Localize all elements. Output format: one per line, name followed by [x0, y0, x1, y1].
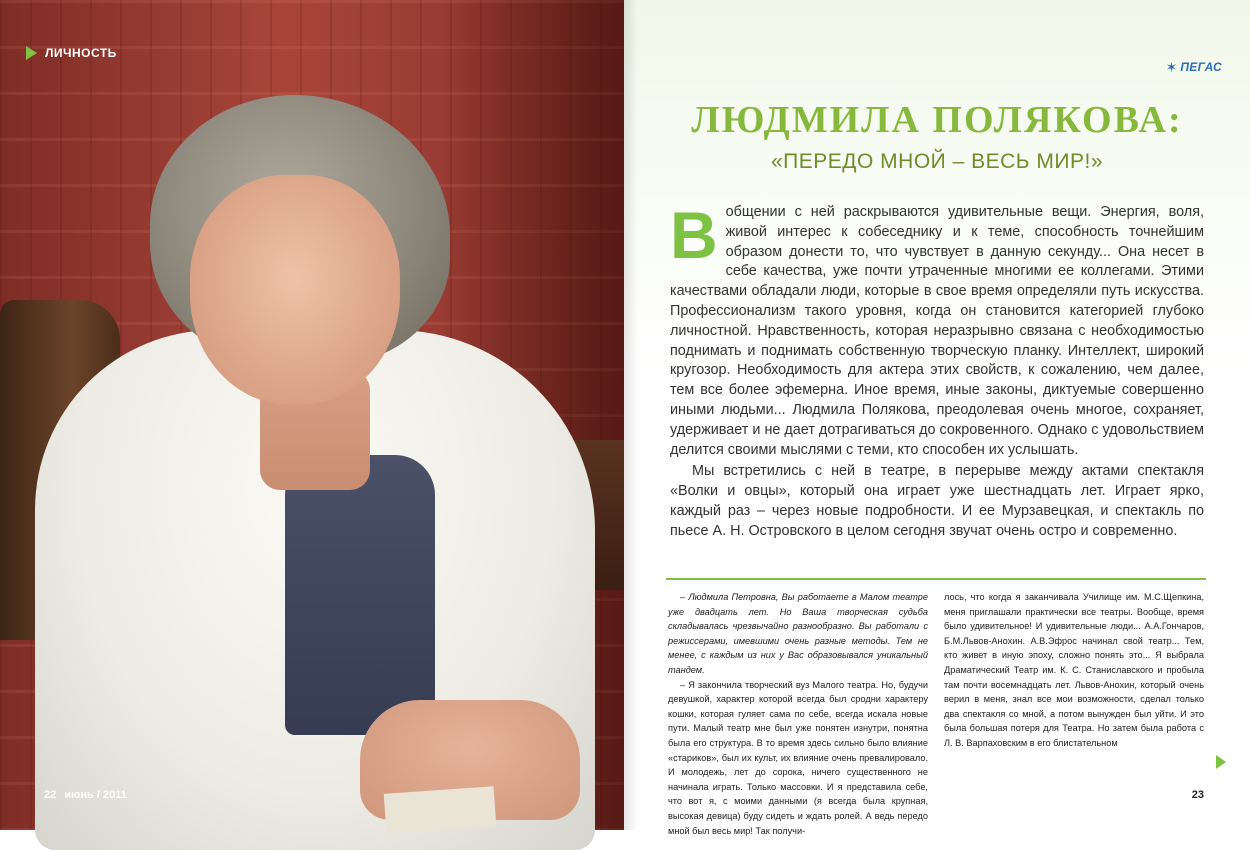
interview-continuation: лось, что когда я заканчивала Училище им. М.С.Щепкина, меня приглашали практически все театры. Вообще, время было удивительное! И удивительные люди... А.А.Гончаров, Б.М.Львов-Анохин. А.В.Эфрос начинал свой театр... Тем, кто живет в иную эпоху, сложно понять это... Я выбрала Драматический Театр им. К. С. Станиславского и пробыла там почти восемнадцать лет. Львов-Анохин, который очень верил в меня, знал все мои возможности, сделал только два спектакля со мной, а потом вынужден был уйти. И это была большая потеря для Театра. Но затем была работа с Л. В. Варпаховским в его блистательном	[944, 592, 1204, 748]
page-number-left: 22	[44, 789, 57, 801]
page-gutter	[624, 0, 638, 830]
star-icon: ✶	[1165, 59, 1178, 75]
portrait-photo	[0, 0, 624, 830]
column-left	[668, 590, 928, 838]
lead-text	[670, 198, 1204, 542]
page-number-right: 23	[1191, 789, 1204, 801]
book	[384, 786, 497, 834]
play-arrow-icon	[26, 46, 37, 60]
interview-columns	[668, 590, 1204, 838]
face	[190, 175, 400, 405]
issue-date: июнь / 2011	[64, 789, 127, 801]
section-label: ЛИЧНОСТЬ	[45, 46, 117, 60]
left-folio	[44, 789, 127, 801]
column-right	[944, 590, 1204, 838]
navy-tshirt	[285, 455, 435, 735]
drop-cap: В	[670, 198, 718, 272]
interview-answer: – Я закончила творческий вуз Малого театра. Но, будучи девушкой, характер которой всегда был сродни характеру кошки, которая гуляет сама по себе, всегда искала новые пути. Малый театр мне был уже понятен изнутри, понятна была его структура. В то время здесь сильно было влияние «стариков», был их культ, их влияние очень превалировало. И молодежь, лет до сорока, ничего существенного не начинала играть. Только массовки. И я представила себе, что вот я, с моими данными (я всегда была крупная, высокая девица) буду сидеть и ждать ролей. А ведь передо мной был весь мир! Так получи-	[668, 679, 928, 836]
article-title: ЛЮДМИЛА ПОЛЯКОВА:	[691, 99, 1183, 141]
lead-paragraph-1: общении с ней раскрываются удивительные вещи. Энергия, воля, живой интерес к собеседнику и к теме, способность точнейшим образом донести то, что чувствует в данную секунду... Она несет в себе качества, уже почти утраченные многими ее коллегами. Этими качествами обладали люди, которые в свое время определяли путь искусства. Профессионализм такого уровня, когда он становится категорией глубоко личностной. Нравственность, которая неразрывно связана с необходимостью поднимать и поднимать собственную творческую планку. Интеллект, широкий кругозор. Необходимость для актера этих свойств, к сожалению, чем далее, тем все более эфемерна. Иное время, иные законы, диктуемые совершенно иными людьми... Людмила Полякова, преодолевая очень многое, сохраняет, удерживает и не дает дотрагиваться до сокровенного. Однако с удовольствием делится своими мыслями с теми, кто способен их услышать.	[670, 204, 1204, 458]
section-divider	[666, 578, 1206, 580]
continue-arrow-icon	[1216, 755, 1226, 769]
lead-paragraph-2: Мы встретились с ней в театре, в перерыве между актами спектакля «Волки и овцы», который она играет уже шестнадцать лет. Играет ярко, каждый раз – через новые подробности. И ее Мурзавецкая, и спектакль по пьесе А. Н. Островского в целом сегодня звучат очень остро и современно.	[670, 463, 1204, 539]
magazine-logo	[1166, 60, 1222, 74]
logo-text: ПЕГАС	[1180, 60, 1222, 74]
section-tag	[26, 46, 117, 60]
interview-question: – Людмила Петровна, Вы работаете в Малом театре уже двадцать лет. Но Ваша творческая судьба складывалась чрезвычайно разнообразно. Вы работали с режиссерами, имевшими очень разные методы. Тем не менее, с каждым из них у Вас образовывался уникальный тандем.	[668, 592, 928, 675]
article-subtitle: «ПЕРЕДО МНОЙ – ВЕСЬ МИР!»	[770, 150, 1104, 173]
article-page	[624, 0, 1250, 836]
